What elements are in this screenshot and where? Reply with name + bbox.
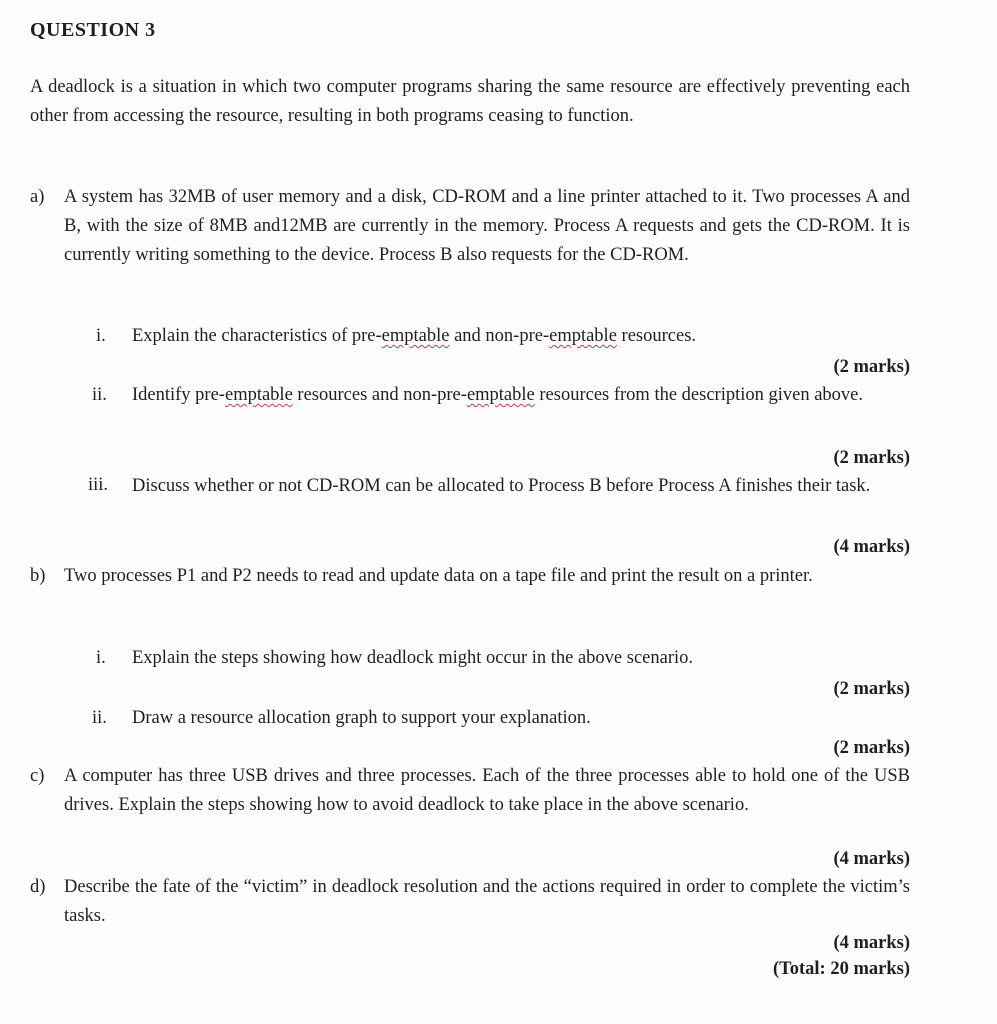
part-b-text: Two processes P1 and P2 needs to read and update data on a tape file and print the result on a printer. bbox=[64, 566, 813, 586]
part-b-ii-label: ii. bbox=[92, 708, 107, 728]
part-b-ii-marks: (2 marks) bbox=[833, 738, 910, 758]
intro-paragraph: A deadlock is a situation in which two computer programs sharing the same resource are effectively preventing each other from accessing the resource, resulting in both programs ceasing to function. bbox=[30, 77, 910, 126]
part-a-text: A system has 32MB of user memory and a disk, CD-ROM and a line printer attached to it. Two processes A and B, with the size of 8MB and12MB are currently in the memory. Process A requests and gets the CD-ROM. It is currently writing something to the device. Process B also requests for the CD-ROM. bbox=[64, 187, 910, 265]
part-a-i-label: i. bbox=[96, 326, 106, 346]
total-marks: (Total: 20 marks) bbox=[772, 959, 910, 979]
part-a-i-marks: (2 marks) bbox=[833, 357, 910, 377]
part-a-ii-label: ii. bbox=[92, 385, 107, 405]
part-b-label: b) bbox=[30, 566, 46, 586]
part-a-ii-text: Identify pre-emptable resources and non-pre-emptable resources from the description given above. bbox=[132, 385, 864, 405]
part-b-i-text: Explain the steps showing how deadlock might occur in the above scenario. bbox=[132, 648, 694, 668]
part-a-ii-marks: (2 marks) bbox=[833, 448, 910, 468]
part-d-marks: (4 marks) bbox=[833, 933, 910, 953]
part-c-marks: (4 marks) bbox=[833, 849, 910, 869]
part-a-label: a) bbox=[30, 187, 45, 207]
part-a-iii-label: iii. bbox=[88, 475, 109, 495]
part-a-iii-text: Discuss whether or not CD-ROM can be allocated to Process B before Process A finishes their task. bbox=[132, 476, 871, 496]
spell-mark: emptable bbox=[224, 385, 293, 405]
part-d-text: Describe the fate of the “victim” in deadlock resolution and the actions required in order to complete the victim’s tasks. bbox=[64, 877, 910, 926]
part-d-label: d) bbox=[30, 877, 46, 897]
part-b-i-marks: (2 marks) bbox=[833, 679, 910, 699]
part-c-label: c) bbox=[30, 766, 45, 786]
spell-mark: emptable bbox=[466, 385, 535, 405]
spell-mark: emptable bbox=[549, 326, 617, 346]
question-title: QUESTION 3 bbox=[30, 19, 156, 41]
part-a-iii-marks: (4 marks) bbox=[833, 537, 910, 557]
spell-mark: emptable bbox=[381, 326, 450, 346]
part-b-ii-text: Draw a resource allocation graph to support your explanation. bbox=[132, 708, 591, 728]
part-a-i-text: Explain the characteristics of pre-emptable and non-pre-emptable resources. bbox=[132, 326, 697, 346]
part-c-text: A computer has three USB drives and three processes. Each of the three processes able to hold one of the USB drives. Explain the steps showing how to avoid deadlock to take place in the above scenario. bbox=[64, 766, 910, 815]
part-b-i-label: i. bbox=[96, 648, 106, 668]
